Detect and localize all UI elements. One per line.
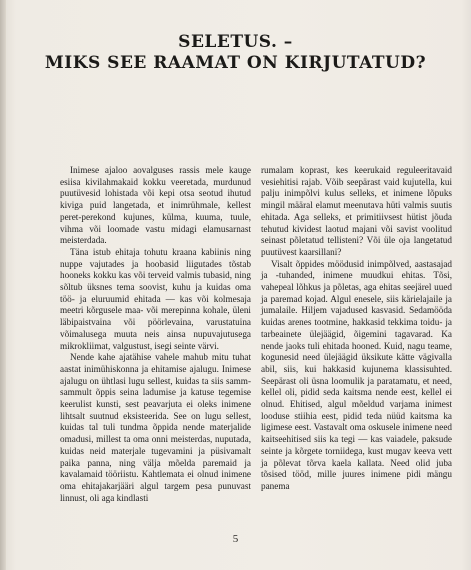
chapter-title-line-2: MIKS SEE RAAMAT ON KIRJUTATUD? [44,53,427,73]
book-gutter [0,0,6,570]
paragraph: Nende kahe ajatähise vahele mahub mitu tuhat aastat inimühiskonna ja ehitamise ajalugu. Inimese ajalugu on ühtlasi lugu sellest, kuidas ta siis samm-sammult õppis seina ladumise ja katuse tegemise keerulist kunsti, sest peavarjuta ei oleks inimene lihtsalt suutnud eksisteerida. See on lugu sellest, kuidas tal tuli tundma õppida nende materjalide omadusi, millest ta oma onni meisterdas, nuputada, kuidas neid materjale tugevamini ja püsivamalt paika panna, ning välja mõelda paremaid ja kavalamaid tööriistu. Kahtlemata ei olnud inimene oma ehitajakarjääri algul targem pesa punuvast linnust, oli aga kindlasti [60,352,251,503]
right-column [261,165,452,545]
page-number: 5 [232,533,239,545]
page-edge-shade [461,0,471,570]
chapter-title-line-1: SELETUS. – [178,32,293,52]
body-text-columns [60,165,452,545]
paragraph: Visalt õppides möödusid inimpõlved, aastasajad ja -tuhanded, inimene muudkui ehitas. Tõsi, vahepeal lõhkus ja põletas, aga ehitas seejärel uued ja paremad kojad. Algul enesele, siis kärielajaile ja jumalaile. Hiljem vajadused kasvasid. Sedamööda kuidas arenes tootmine, hakkasid tekkima toidu- ja tarbeainete ülejäägid, õigemini tagavarad. Ka nende jaoks tuli ehitada hooned. Kuid, nagu teame, kogunesid need ülejäägid üksikute kätte vägivalla abil, siis, kui hakkasid kujunema klassisuhted. Seepärast oli üsna loomulik ja paratamatu, et need, kellel oli, pidid seda kaitsma nende eest, kellel ei olnud. Ehitised, algul mõeldud varjama inimest looduse stiihia eest, pidid teda nüüd kaitsma ka ligimese eest. Vastavalt oma oskusele inimene need kaitseehitised siis ka tegi — kas vaiadele, paksude seinte ja kõrgete torniidega, kust mugav keeva vett ja põlevat tõrva kaela kallata. Need olid juba tõsised tööd, mille juures inimene pidi mängu panema [261,258,452,491]
chapter-title [0,32,471,74]
left-column [60,165,251,545]
paragraph: rumalam koprast, kes keerukaid reguleeritavaid vesiehitisi rajab. Võib seepärast vaid kujutella, kui palju inimpõlvi kulus selleks, et inimene lõpuks mingil määral elamut meenutava hüti valmis suutis ehitada. Aga selleks, et primitiivsest hütist jõuda tehutud kividest laotud majani või savist voolitud seinast põletatud tellisteni? Või üle oja langetatud puutüvest kaarsillani? [261,165,452,257]
paragraph: Täna istub ehitaja tohutu kraana kabiinis ning nuppe vajutades ja hoobasid liigutades tõstab hooneks kokku kas või terveid valmis tubasid, ning sõltub üksnes tema soovist, kuhu ja kuidas oma töö- ja eluruumid ehitada — kas või kolmesaja meetri kõrgusele maa- või merepinna kohale, üleni läbipaistvaina või pöörlevaina, varustatuina võimalusega muuta neis ainsa nupuvajutusega mikrokliimat, valgustust, isegi seinte värvi. [60,246,251,351]
paragraph: Inimese ajaloo aovalguses rassis mele kauge esiisa kivilahmakaid kokku veeretada, murdunud puutüvesid lohistada või kepi otsa seotud ihutud kiviga puid langetada, et inimrühmale, kellest peret-perekond kujunes, külma, kuuma, tuule, vihma või loomade vastu midagi elamusarnast meisterdada. [60,165,251,246]
